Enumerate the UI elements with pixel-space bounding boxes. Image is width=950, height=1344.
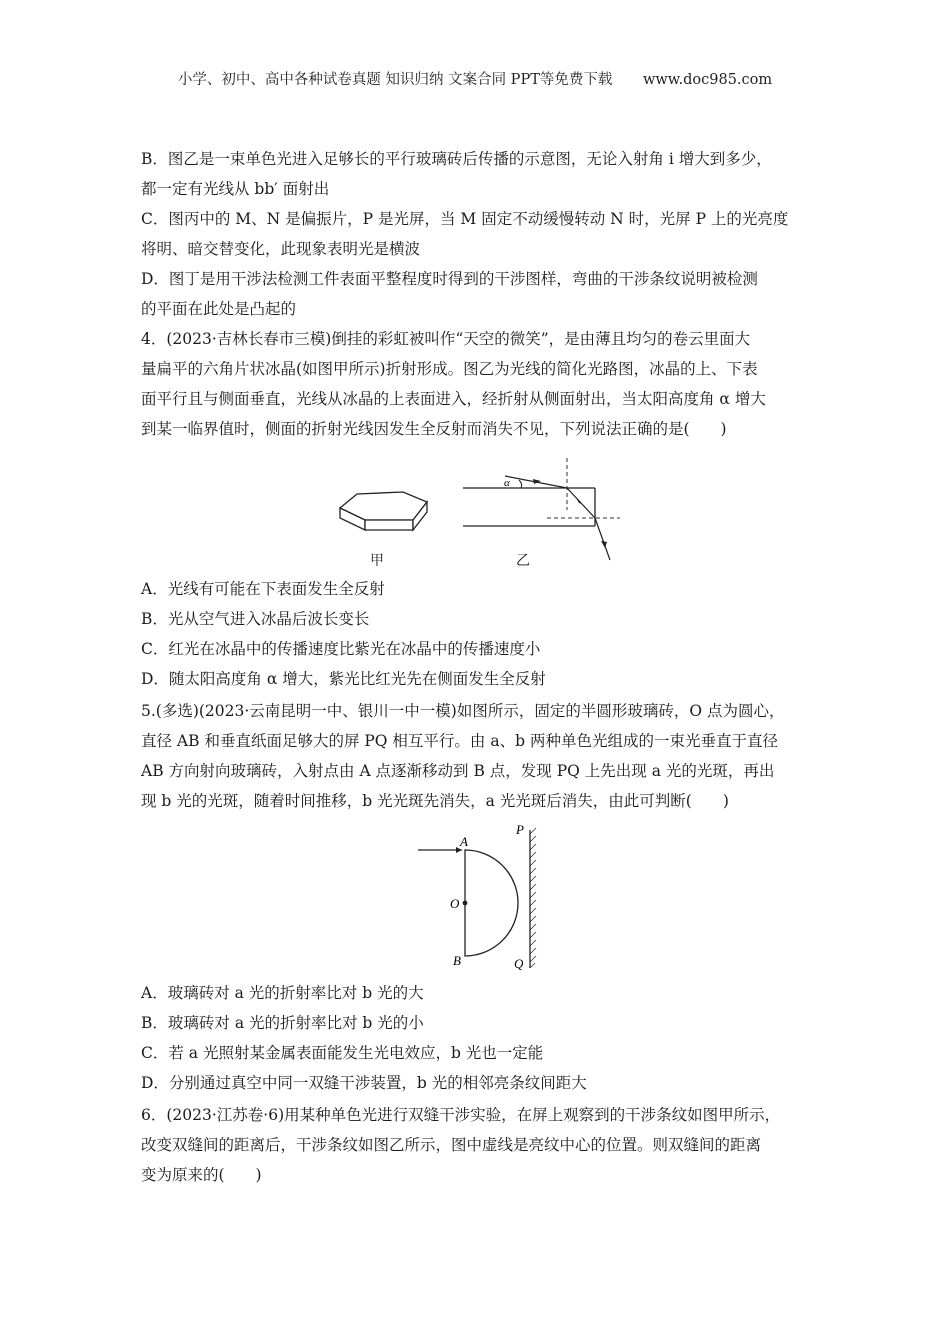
point-a-label: A (460, 834, 468, 849)
header-text: 小学、初中、高中各种试卷真题 知识归纳 文案合同 PPT等免费下载 (177, 72, 613, 88)
point-p-label: P (516, 822, 524, 837)
q3-option-b-line1: B．图乙是一束单色光进入足够长的平行玻璃砖后传播的示意图，无论入射角 i 增大到多少， (141, 150, 772, 168)
q5-option-b: B．玻璃砖对 a 光的折射率比对 b 光的小 (141, 1014, 424, 1032)
q5-stem-line1: 5.(多选)(2023·云南昆明一中、银川一中一模)如图所示，固定的半圆形玻璃砖，O 点为圆心， (141, 702, 785, 720)
figure-label-jia: 甲 (370, 553, 384, 569)
q3-option-c-line2: 将明、暗交替变化，此现象表明光是横波 (141, 240, 421, 258)
q5-stem-line2: 直径 AB 和垂直纸面足够大的屏 PQ 相互平行。由 a、b 两种单色光组成的一束光垂直于直径 (141, 732, 778, 750)
q6-stem-line3: 变为原来的( ) (141, 1166, 262, 1184)
q5-option-d: D．分别通过真空中同一双缝干涉装置，b 光的相邻亮条纹间距大 (141, 1074, 587, 1092)
q3-option-b-line2: 都一定有光线从 bb′ 面射出 (141, 180, 330, 198)
ice-crystal-figure (335, 488, 435, 540)
point-o-label: O (450, 896, 460, 911)
q3-option-c-line1: C．图丙中的 M、N 是偏振片，P 是光屏，当 M 固定不动缓慢转动 N 时，光屏 P 上的光亮度 (141, 210, 789, 228)
header-url[interactable]: www.doc985.com (642, 72, 773, 88)
q6-stem-line1: 6．(2023·江苏卷·6)用某种单色光进行双缝干涉实验，在屏上观察到的干涉条纹如图甲所示， (141, 1106, 781, 1124)
point-b-label: B (453, 953, 461, 968)
q4-option-b: B．光从空气进入冰晶后波长变长 (141, 610, 370, 628)
figure-label-yi: 乙 (516, 553, 530, 569)
q5-stem-line4: 现 b 光的光斑，随着时间推移，b 光光斑先消失，a 光光斑后消失，由此可判断( ) (141, 792, 729, 810)
q4-option-d: D．随太阳高度角 α 增大，紫光比红光先在侧面发生全反射 (141, 670, 546, 688)
semicircle-glass-figure (410, 818, 555, 973)
point-q-label: Q (514, 956, 524, 971)
q5-option-a: A．玻璃砖对 a 光的折射率比对 b 光的大 (141, 984, 424, 1002)
q4-stem-line2: 量扁平的六角片状冰晶(如图甲所示)折射形成。图乙为光线的简化光路图，冰晶的上、下表 (141, 360, 758, 378)
q4-stem-line3: 面平行且与侧面垂直，光线从冰晶的上表面进入，经折射从侧面射出，当太阳高度角 α 增大 (141, 390, 766, 408)
q3-option-d-line1: D．图丁是用干涉法检测工件表面平整程度时得到的干涉图样，弯曲的干涉条纹说明被检测 (141, 270, 758, 288)
q4-stem-line4: 到某一临界值时，侧面的折射光线因发生全反射而消失不见，下列说法正确的是( ) (141, 420, 727, 438)
q6-stem-line2: 改变双缝间的距离后，干涉条纹如图乙所示，图中虚线是亮纹中心的位置。则双缝间的距离 (141, 1136, 762, 1154)
page-header (0, 68, 950, 89)
q4-option-a: A．光线有可能在下表面发生全反射 (141, 580, 385, 598)
q5-option-c: C．若 a 光照射某金属表面能发生光电效应，b 光也一定能 (141, 1044, 544, 1062)
q4-option-c: C．红光在冰晶中的传播速度比紫光在冰晶中的传播速度小 (141, 640, 541, 658)
q4-stem-line1: 4．(2023·吉林长春市三模)倒挂的彩虹被叫作“天空的微笑”，是由薄且均匀的卷云里面大 (141, 330, 751, 348)
alpha-label: α (504, 477, 510, 489)
light-path-figure (455, 452, 630, 567)
q3-option-d-line2: 的平面在此处是凸起的 (141, 300, 297, 318)
q5-stem-line3: AB 方向射向玻璃砖，入射点由 A 点逐渐移动到 B 点，发现 PQ 上先出现 a 光的光斑，再出 (141, 762, 775, 780)
